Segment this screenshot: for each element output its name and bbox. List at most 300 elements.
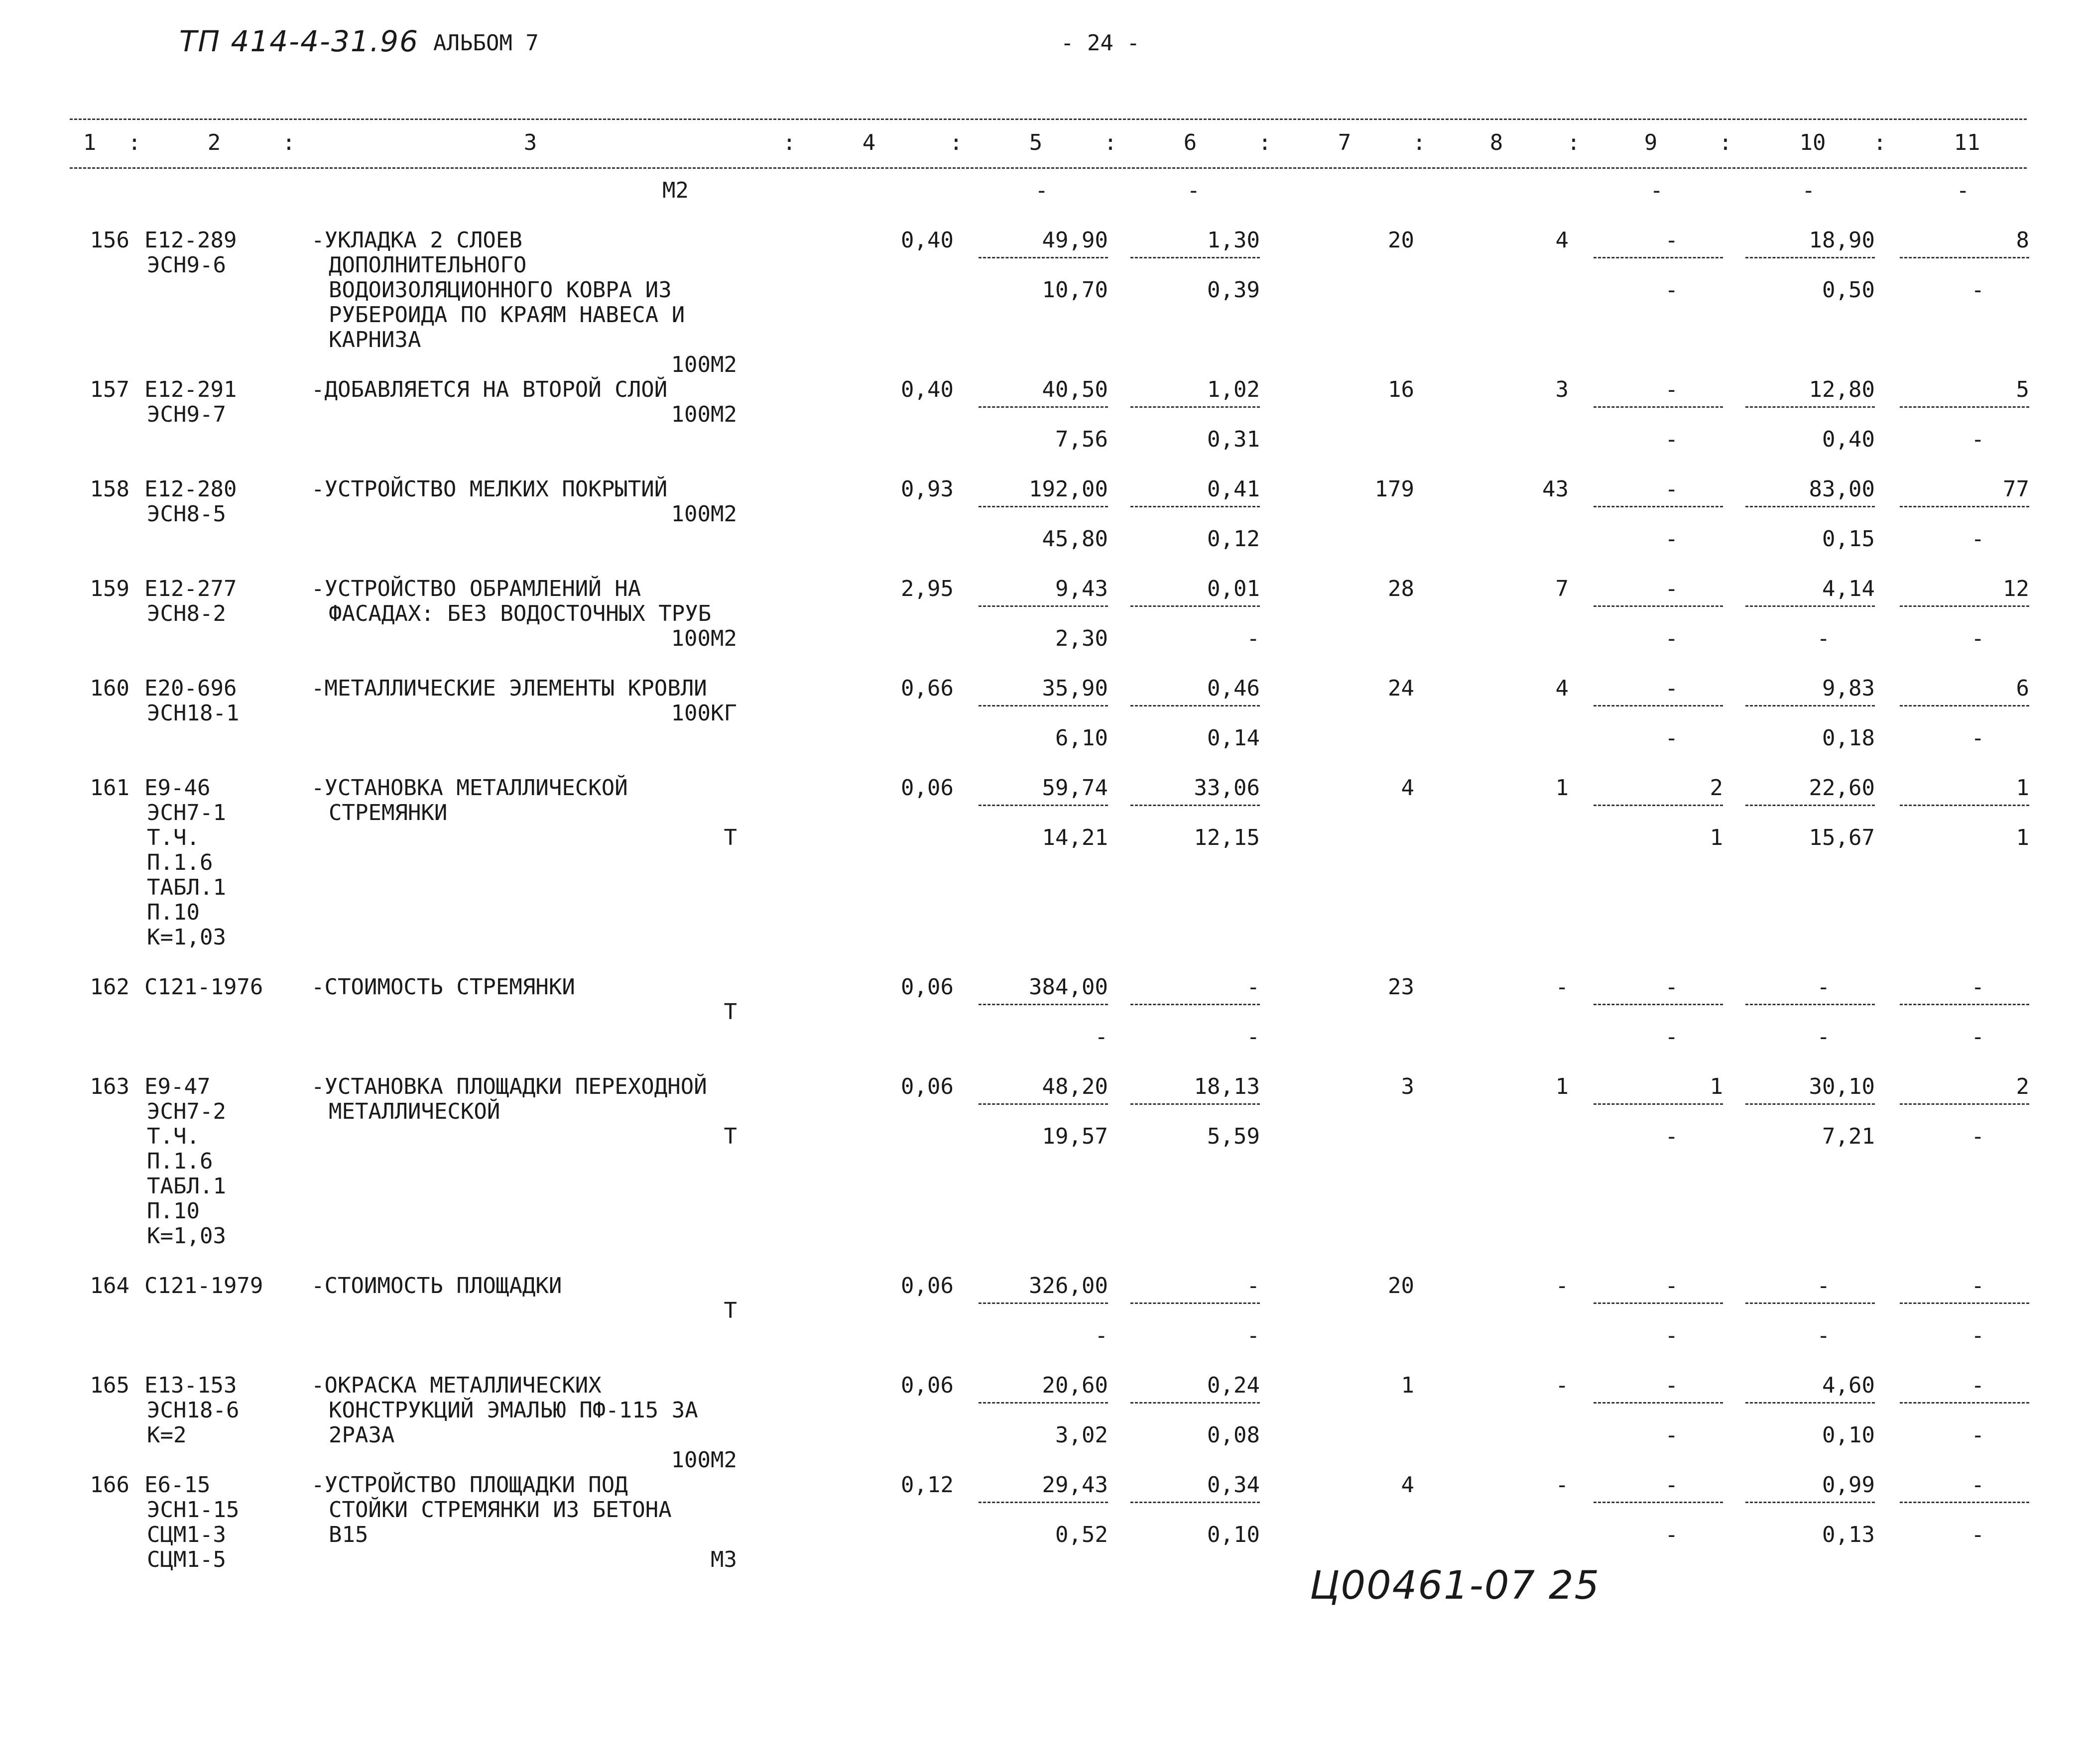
norm-code: Е9-46 <box>144 775 211 801</box>
fraction-line <box>1745 705 1875 706</box>
row-number: 165 <box>90 1373 129 1398</box>
cell-value-bottom: 0,10 <box>1822 1422 1875 1448</box>
cell-value-bottom: 10,70 <box>1042 277 1108 303</box>
cell-value-top: - <box>1971 1373 1984 1398</box>
cell-value-bottom: 0,39 <box>1207 277 1260 303</box>
fraction-line <box>1900 257 2029 258</box>
fraction-line <box>1745 1004 1875 1005</box>
cell-value-top: - <box>1665 576 1678 601</box>
cell-value-bottom: - <box>1246 1323 1260 1348</box>
norm-code: Е13-153 <box>144 1373 237 1398</box>
cell-value-bottom: - <box>1971 277 1984 303</box>
fraction-line <box>1900 605 2029 607</box>
norm-code: Е12-291 <box>144 377 237 402</box>
cell-value-top: 48,20 <box>1042 1074 1108 1099</box>
cell-value-bottom: - <box>1246 626 1260 651</box>
column-header: 10 <box>1799 130 1826 155</box>
norm-code: Е12-277 <box>144 576 237 601</box>
norm-code: ЭСН18-6 <box>147 1398 240 1423</box>
cell-value-bottom: - <box>1817 1323 1830 1348</box>
fraction-line <box>1594 1402 1723 1404</box>
norm-code: ЭСН9-6 <box>147 252 226 278</box>
quantity: 0,40 <box>901 377 954 402</box>
cell-value: 1 <box>1401 1373 1414 1398</box>
cell-value-top: 384,00 <box>1029 974 1108 1000</box>
fraction-line <box>1900 1402 2029 1404</box>
unit-of-measure: 100М2 <box>671 352 737 377</box>
work-description: СТРЕМЯНКИ <box>329 800 448 825</box>
cell-value-bottom: - <box>1971 526 1984 552</box>
cell-value-top: 1 <box>2016 775 2029 801</box>
fraction-line <box>1130 605 1260 607</box>
cell-value-bottom: - <box>1095 1024 1108 1050</box>
row-number: 157 <box>90 377 129 402</box>
unit-of-measure: 100КГ <box>671 701 737 726</box>
cell-value: 4 <box>1401 775 1414 801</box>
cell-value-top: - <box>1665 1472 1678 1498</box>
fraction-line <box>1745 1502 1875 1503</box>
unit-of-measure: Т <box>724 1124 737 1149</box>
norm-code: ЭСН9-7 <box>147 402 226 427</box>
cell-value-bottom: - <box>1665 725 1678 751</box>
cell-value-bottom: 2,30 <box>1055 626 1108 651</box>
cell-value-top: 83,00 <box>1809 476 1875 502</box>
quantity: 0,12 <box>901 1472 954 1498</box>
work-description: -МЕТАЛЛИЧЕСКИЕ ЭЛЕМЕНТЫ КРОВЛИ <box>311 676 707 701</box>
cell-value-top: 20,60 <box>1042 1373 1108 1398</box>
cell-value-top: 0,46 <box>1207 676 1260 701</box>
cell-value-top: 5 <box>2016 377 2029 402</box>
cell-value: 3 <box>1401 1074 1414 1099</box>
cell-value: - <box>1956 178 1969 203</box>
cell-value-top: 33,06 <box>1194 775 1260 801</box>
fraction-line <box>979 605 1108 607</box>
cell-value-bottom: - <box>1971 1024 1984 1050</box>
work-description: 2РАЗА <box>329 1422 395 1448</box>
fraction-line <box>1594 506 1723 507</box>
cell-value-bottom: - <box>1971 626 1984 651</box>
work-description: -СТОИМОСТЬ ПЛОЩАДКИ <box>311 1273 562 1298</box>
cell-value-bottom: - <box>1971 1422 1984 1448</box>
column-header: 1 <box>83 130 97 155</box>
cell-value-bottom: 7,21 <box>1822 1124 1875 1149</box>
cell-value-top: 9,83 <box>1822 676 1875 701</box>
column-separator: : <box>282 130 296 155</box>
work-description: ВОДОИЗОЛЯЦИОННОГО КОВРА ИЗ <box>329 277 672 303</box>
column-separator: : <box>1567 130 1581 155</box>
fraction-line <box>1130 257 1260 258</box>
cell-value-top: 18,13 <box>1194 1074 1260 1099</box>
fraction-line <box>1900 1502 2029 1503</box>
cell-value-top: 2 <box>2016 1074 2029 1099</box>
norm-code: ТАБЛ.1 <box>147 1174 226 1199</box>
cell-value-top: 77 <box>2003 476 2029 502</box>
cell-value-bottom: - <box>1665 427 1678 452</box>
column-separator: : <box>782 130 796 155</box>
document-code: ТП 414-4-31.96 <box>179 24 419 58</box>
cell-value-top: 59,74 <box>1042 775 1108 801</box>
fraction-line <box>1594 1004 1723 1005</box>
cell-value: - <box>1187 178 1200 203</box>
norm-code: К=2 <box>147 1422 187 1448</box>
cell-value: 20 <box>1388 228 1414 253</box>
cell-value-bottom: - <box>1665 526 1678 552</box>
work-description: СТОЙКИ СТРЕМЯНКИ ИЗ БЕТОНА <box>329 1497 672 1523</box>
cell-value-bottom: 0,31 <box>1207 427 1260 452</box>
column-header: 7 <box>1338 130 1351 155</box>
norm-code: ЭСН1-15 <box>147 1497 240 1523</box>
column-separator: : <box>1104 130 1117 155</box>
handwritten-code: Ц00461-07 <box>1310 1563 1536 1608</box>
header-top-rule <box>70 118 2027 120</box>
work-description: -УКЛАДКА 2 СЛОЕВ <box>311 228 522 253</box>
work-description: -УСТАНОВКА ПЛОЩАДКИ ПЕРЕХОДНОЙ <box>311 1074 707 1099</box>
cell-value-top: 2 <box>1710 775 1723 801</box>
norm-code: ЭСН8-5 <box>147 501 226 527</box>
cell-value: - <box>1802 178 1815 203</box>
column-header: 11 <box>1954 130 1980 155</box>
cell-value-bottom: - <box>1665 1024 1678 1050</box>
fraction-line <box>1900 705 2029 706</box>
norm-code: Е6-15 <box>144 1472 211 1498</box>
norm-code: Т.Ч. <box>147 1124 200 1149</box>
cell-value-bottom: - <box>1246 1024 1260 1050</box>
cell-value-bottom: - <box>1817 626 1830 651</box>
cell-value-top: 9,43 <box>1055 576 1108 601</box>
cell-value-top: 0,34 <box>1207 1472 1260 1498</box>
row-number: 166 <box>90 1472 129 1498</box>
cell-value-top: 6 <box>2016 676 2029 701</box>
fraction-line <box>1130 1103 1260 1105</box>
row-number: 156 <box>90 228 129 253</box>
row-number: 160 <box>90 676 129 701</box>
cell-value: - <box>1650 178 1663 203</box>
fraction-line <box>979 1502 1108 1503</box>
work-description: -ДОБАВЛЯЕТСЯ НА ВТОРОЙ СЛОЙ <box>311 377 668 402</box>
cell-value: - <box>1555 1373 1569 1398</box>
norm-code: С121-1979 <box>144 1273 263 1298</box>
fraction-line <box>1594 406 1723 408</box>
norm-code: К=1,03 <box>147 925 226 950</box>
work-description: КОНСТРУКЦИЙ ЭМАЛЬЮ ПФ-115 ЗА <box>329 1398 698 1423</box>
fraction-line <box>1594 805 1723 806</box>
work-description: ДОПОЛНИТЕЛЬНОГО <box>329 252 527 278</box>
column-separator: : <box>127 130 141 155</box>
cell-value: 20 <box>1388 1273 1414 1298</box>
fraction-line <box>1594 1302 1723 1304</box>
cell-value: 3 <box>1555 377 1569 402</box>
fraction-line <box>979 1302 1108 1304</box>
fraction-line <box>979 257 1108 258</box>
cell-value: 16 <box>1388 377 1414 402</box>
fraction-line <box>1900 1004 2029 1005</box>
work-description: -УСТРОЙСТВО ПЛОЩАДКИ ПОД <box>311 1472 628 1498</box>
cell-value-bottom: 0,14 <box>1207 725 1260 751</box>
fraction-line <box>979 805 1108 806</box>
cell-value-bottom: 0,13 <box>1822 1522 1875 1547</box>
cell-value-bottom: 3,02 <box>1055 1422 1108 1448</box>
norm-code: ЭСН7-1 <box>147 800 226 825</box>
fraction-line <box>1130 406 1260 408</box>
row-number: 164 <box>90 1273 129 1298</box>
cell-value-bottom: - <box>1971 725 1984 751</box>
cell-value-bottom: 1 <box>1710 825 1723 850</box>
cell-value-top: 30,10 <box>1809 1074 1875 1099</box>
unit-of-measure: 100М2 <box>671 501 737 527</box>
work-description: РУБЕРОИДА ПО КРАЯМ НАВЕСА И <box>329 302 685 328</box>
fraction-line <box>1900 506 2029 507</box>
column-header: 9 <box>1644 130 1658 155</box>
norm-code: ЭСН7-2 <box>147 1099 226 1124</box>
quantity: 0,06 <box>901 974 954 1000</box>
cell-value-top: 4,60 <box>1822 1373 1875 1398</box>
norm-code: ЭСН8-2 <box>147 601 226 626</box>
cell-value-bottom: 19,57 <box>1042 1124 1108 1149</box>
norm-code: П.1.6 <box>147 850 213 875</box>
cell-value-bottom: 15,67 <box>1809 825 1875 850</box>
unit-text: М2 <box>662 178 689 203</box>
fraction-line <box>1130 1004 1260 1005</box>
cell-value-bottom: - <box>1095 1323 1108 1348</box>
cell-value-top: - <box>1246 1273 1260 1298</box>
work-description: ФАСАДАХ: БЕЗ ВОДОСТОЧНЫХ ТРУБ <box>329 601 712 626</box>
row-number: 158 <box>90 476 129 502</box>
quantity: 0,93 <box>901 476 954 502</box>
quantity: 0,40 <box>901 228 954 253</box>
cell-value-bottom: 0,18 <box>1822 725 1875 751</box>
cell-value-bottom: - <box>1665 277 1678 303</box>
cell-value: 4 <box>1555 676 1569 701</box>
cell-value-bottom: 0,15 <box>1822 526 1875 552</box>
cell-value-bottom: 0,10 <box>1207 1522 1260 1547</box>
norm-code: СЦМ1-3 <box>147 1522 226 1547</box>
cell-value-bottom: 0,08 <box>1207 1422 1260 1448</box>
fraction-line <box>1130 805 1260 806</box>
work-description: КАРНИЗА <box>329 327 421 353</box>
handwritten-page: 25 <box>1549 1563 1600 1608</box>
cell-value-top: - <box>1665 676 1678 701</box>
norm-code: ТАБЛ.1 <box>147 875 226 900</box>
cell-value-top: 1 <box>1710 1074 1723 1099</box>
work-description: В15 <box>329 1522 368 1547</box>
cell-value-bottom: 0,40 <box>1822 427 1875 452</box>
cell-value: 4 <box>1555 228 1569 253</box>
cell-value-bottom: 14,21 <box>1042 825 1108 850</box>
column-separator: : <box>1258 130 1272 155</box>
fraction-line <box>979 705 1108 706</box>
unit-of-measure: 100М2 <box>671 1447 737 1473</box>
cell-value-bottom: - <box>1971 1522 1984 1547</box>
cell-value-bottom: 1 <box>2016 825 2029 850</box>
row-number: 163 <box>90 1074 129 1099</box>
norm-code: Т.Ч. <box>147 825 200 850</box>
cell-value-top: 22,60 <box>1809 775 1875 801</box>
cell-value-top: 0,24 <box>1207 1373 1260 1398</box>
quantity: 0,06 <box>901 775 954 801</box>
fraction-line <box>1900 406 2029 408</box>
fraction-line <box>1745 406 1875 408</box>
work-description: -СТОИМОСТЬ СТРЕМЯНКИ <box>311 974 575 1000</box>
cell-value: - <box>1035 178 1048 203</box>
norm-code: ЭСН18-1 <box>147 701 240 726</box>
cell-value-top: 1,30 <box>1207 228 1260 253</box>
fraction-line <box>1130 506 1260 507</box>
fraction-line <box>1130 1402 1260 1404</box>
fraction-line <box>1130 705 1260 706</box>
cell-value-top: 12,80 <box>1809 377 1875 402</box>
column-header: 5 <box>1029 130 1043 155</box>
cell-value-bottom: - <box>1971 427 1984 452</box>
norm-code: П.10 <box>147 900 200 925</box>
cell-value-top: - <box>1665 974 1678 1000</box>
cell-value-top: - <box>1665 1273 1678 1298</box>
fraction-line <box>1745 1103 1875 1105</box>
norm-code: Е20-696 <box>144 676 237 701</box>
cell-value-top: 29,43 <box>1042 1472 1108 1498</box>
cell-value-top: 4,14 <box>1822 576 1875 601</box>
album-label: АЛЬБОМ 7 <box>433 30 539 56</box>
cell-value-top: 0,99 <box>1822 1472 1875 1498</box>
fraction-line <box>1900 805 2029 806</box>
norm-code: К=1,03 <box>147 1223 226 1249</box>
work-description: -ОКРАСКА МЕТАЛЛИЧЕСКИХ <box>311 1373 602 1398</box>
row-number: 161 <box>90 775 129 801</box>
cell-value-top: - <box>1665 377 1678 402</box>
cell-value-top: - <box>1665 228 1678 253</box>
cell-value-bottom: - <box>1665 1323 1678 1348</box>
work-description: -УСТРОЙСТВО ОБРАМЛЕНИЙ НА <box>311 576 641 601</box>
cell-value-top: 12 <box>2003 576 2029 601</box>
unit-of-measure: 100М2 <box>671 402 737 427</box>
column-header: 3 <box>523 130 537 155</box>
fraction-line <box>1594 605 1723 607</box>
cell-value-bottom: - <box>1665 626 1678 651</box>
fraction-line <box>979 506 1108 507</box>
cell-value-top: - <box>1665 476 1678 502</box>
page-number: - 24 - <box>1061 30 1140 56</box>
fraction-line <box>1594 1103 1723 1105</box>
norm-code: П.10 <box>147 1198 200 1224</box>
norm-code: Е12-289 <box>144 228 237 253</box>
work-description: МЕТАЛЛИЧЕСКОЙ <box>329 1099 500 1124</box>
unit-of-measure: 100М2 <box>671 626 737 651</box>
cell-value-bottom: 45,80 <box>1042 526 1108 552</box>
cell-value: 7 <box>1555 576 1569 601</box>
cell-value: 43 <box>1542 476 1569 502</box>
cell-value-top: 49,90 <box>1042 228 1108 253</box>
quantity: 0,06 <box>901 1273 954 1298</box>
cell-value-bottom: 0,12 <box>1207 526 1260 552</box>
cell-value-top: - <box>1246 974 1260 1000</box>
column-separator: : <box>1873 130 1887 155</box>
norm-code: П.1.6 <box>147 1149 213 1174</box>
fraction-line <box>1745 1402 1875 1404</box>
cell-value-bottom: 5,59 <box>1207 1124 1260 1149</box>
column-header: 4 <box>862 130 876 155</box>
cell-value-top: 1,02 <box>1207 377 1260 402</box>
quantity: 2,95 <box>901 576 954 601</box>
cell-value-top: 35,90 <box>1042 676 1108 701</box>
cell-value: - <box>1555 1273 1569 1298</box>
cell-value: 4 <box>1401 1472 1414 1498</box>
unit-of-measure: Т <box>724 1298 737 1323</box>
fraction-line <box>979 1103 1108 1105</box>
cell-value-bottom: 0,52 <box>1055 1522 1108 1547</box>
column-separator: : <box>1719 130 1732 155</box>
cell-value-bottom: 7,56 <box>1055 427 1108 452</box>
fraction-line <box>1745 506 1875 507</box>
cell-value-top: - <box>1971 1472 1984 1498</box>
fraction-line <box>1900 1103 2029 1105</box>
cell-value-top: 192,00 <box>1029 476 1108 502</box>
fraction-line <box>1745 1302 1875 1304</box>
cell-value: - <box>1555 1472 1569 1498</box>
column-header: 6 <box>1183 130 1197 155</box>
cell-value-bottom: - <box>1971 1124 1984 1149</box>
norm-code: Е9-47 <box>144 1074 211 1099</box>
cell-value-top: 0,41 <box>1207 476 1260 502</box>
work-description: -УСТАНОВКА МЕТАЛЛИЧЕСКОЙ <box>311 775 628 801</box>
cell-value-bottom: - <box>1665 1124 1678 1149</box>
fraction-line <box>1594 257 1723 258</box>
norm-code: Е12-280 <box>144 476 237 502</box>
quantity: 0,66 <box>901 676 954 701</box>
fraction-line <box>979 1402 1108 1404</box>
column-separator: : <box>1412 130 1426 155</box>
unit-of-measure: Т <box>724 825 737 850</box>
cell-value: 179 <box>1374 476 1414 502</box>
cell-value: 1 <box>1555 775 1569 801</box>
column-separator: : <box>949 130 963 155</box>
fraction-line <box>1130 1502 1260 1503</box>
cell-value-bottom: 0,50 <box>1822 277 1875 303</box>
fraction-line <box>1594 705 1723 706</box>
fraction-line <box>1745 605 1875 607</box>
cell-value-top: 8 <box>2016 228 2029 253</box>
cell-value-bottom: - <box>1665 1522 1678 1547</box>
cell-value: 23 <box>1388 974 1414 1000</box>
column-header: 2 <box>207 130 221 155</box>
cell-value-top: 18,90 <box>1809 228 1875 253</box>
cell-value: 28 <box>1388 576 1414 601</box>
fraction-line <box>979 1004 1108 1005</box>
norm-code: С121-1976 <box>144 974 263 1000</box>
fraction-line <box>979 406 1108 408</box>
cell-value-top: - <box>1665 1373 1678 1398</box>
cell-value-bottom: - <box>1665 1422 1678 1448</box>
column-header: 8 <box>1489 130 1503 155</box>
cell-value: 1 <box>1555 1074 1569 1099</box>
cell-value-bottom: - <box>1817 1024 1830 1050</box>
cell-value-bottom: 6,10 <box>1055 725 1108 751</box>
fraction-line <box>1130 1302 1260 1304</box>
cell-value-top: 40,50 <box>1042 377 1108 402</box>
cell-value-bottom: 12,15 <box>1194 825 1260 850</box>
cell-value-top: - <box>1971 1273 1984 1298</box>
row-number: 162 <box>90 974 129 1000</box>
unit-of-measure: М3 <box>711 1547 737 1572</box>
fraction-line <box>1745 805 1875 806</box>
cell-value: 24 <box>1388 676 1414 701</box>
cell-value-top: - <box>1817 1273 1830 1298</box>
cell-value-top: - <box>1817 974 1830 1000</box>
cell-value-top: 326,00 <box>1029 1273 1108 1298</box>
quantity: 0,06 <box>901 1074 954 1099</box>
norm-code: СЦМ1-5 <box>147 1547 226 1572</box>
row-number: 159 <box>90 576 129 601</box>
unit-of-measure: Т <box>724 999 737 1025</box>
cell-value-top: 0,01 <box>1207 576 1260 601</box>
